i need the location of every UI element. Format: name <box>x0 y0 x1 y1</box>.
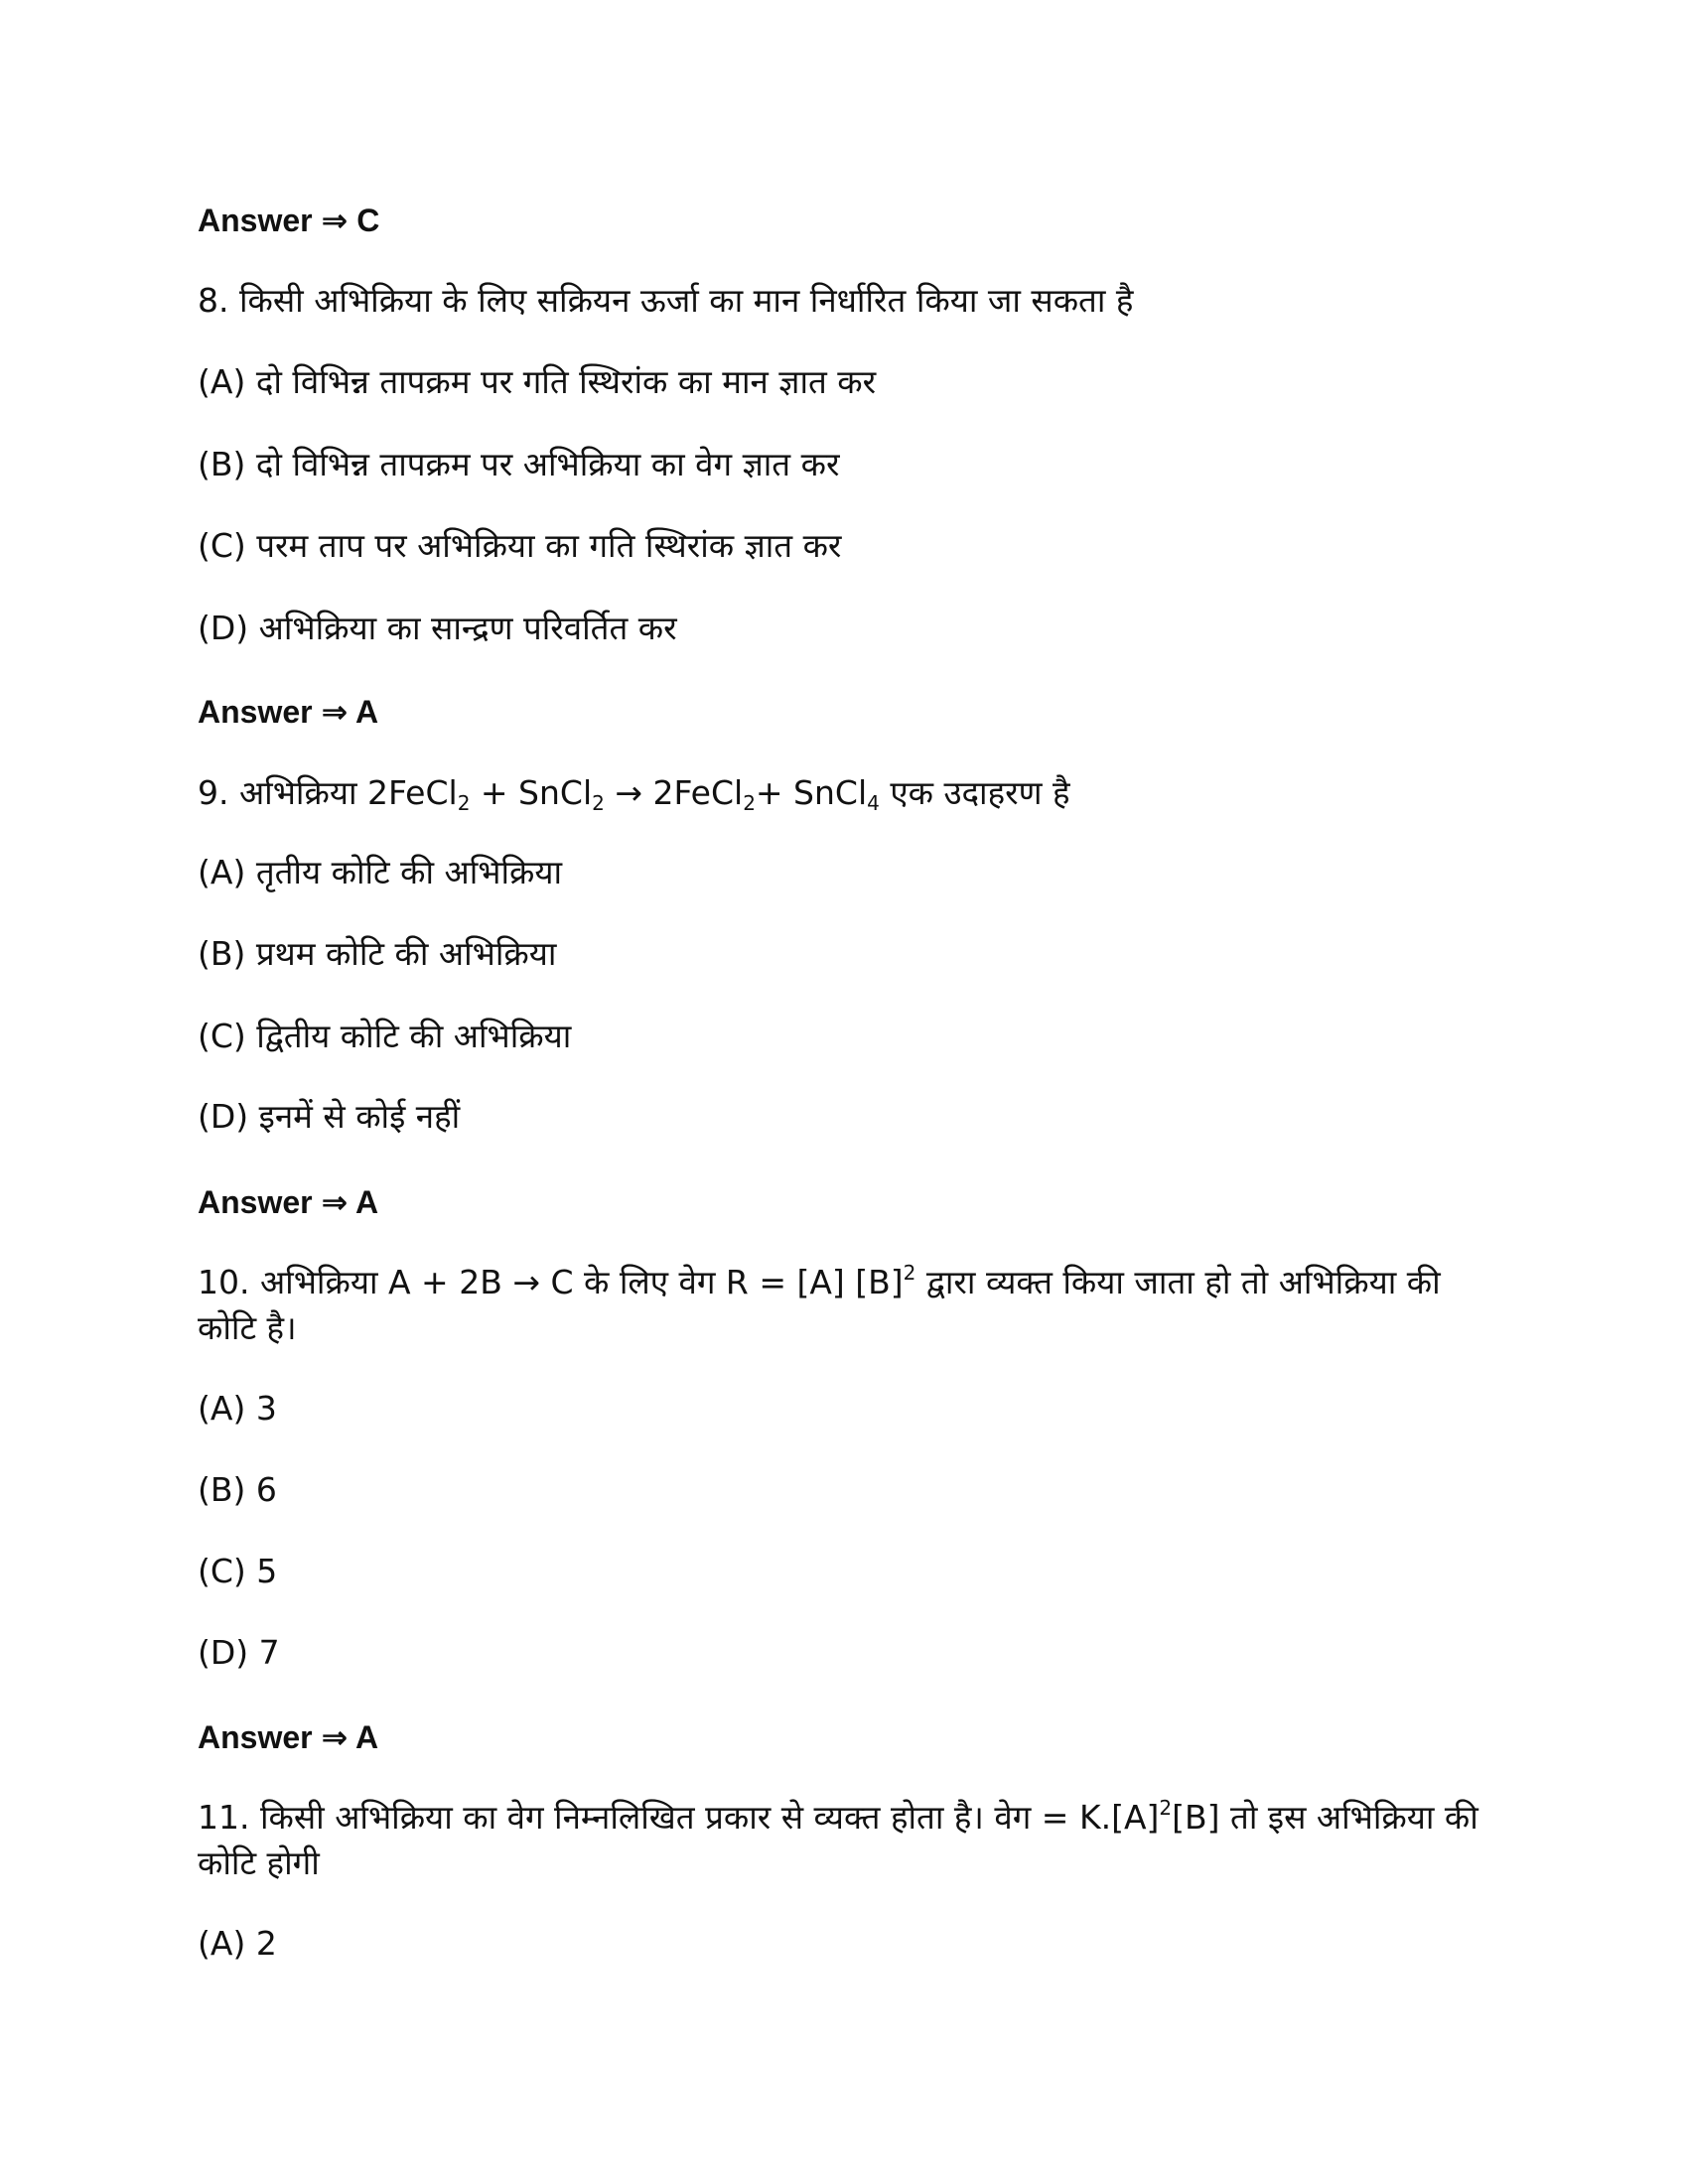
q11-line-1 <box>198 1795 1488 1841</box>
question-8-option-d: (D) अभिक्रिया का सान्द्रण परिवर्तित कर <box>198 609 677 647</box>
answer-value: A <box>355 1719 379 1755</box>
answer-q9 <box>198 1182 378 1222</box>
answer-label: Answer <box>198 203 313 238</box>
q10-line-2: कोटि है। <box>198 1308 297 1347</box>
question-10-option-a: (A) 3 <box>198 1389 277 1428</box>
implies-arrow-icon: ⇒ <box>321 203 349 238</box>
q9-text-part: एक उदाहरण है <box>879 773 1070 812</box>
answer-value: C <box>356 203 380 238</box>
superscript: 2 <box>903 1261 916 1285</box>
q10-text-part: 10. अभिक्रिया A + 2B → C के लिए वेग R = [A] [B] <box>198 1263 904 1301</box>
q10-text-part: द्वारा व्यक्त किया जाता हो तो अभिक्रिया की <box>915 1263 1441 1301</box>
answer-value: A <box>355 694 379 730</box>
q9-text-part: + SnCl <box>755 773 868 812</box>
question-8-option-c: (C) परम ताप पर अभिक्रिया का गति स्थिरांक ज्ञात कर <box>198 526 842 565</box>
question-9-option-a: (A) तृतीय कोटि की अभिक्रिया <box>198 853 563 891</box>
q11-line-2: कोटि होगी <box>198 1843 320 1882</box>
q11-text-part: 11. किसी अभिक्रिया का वेग निम्नलिखित प्रकार से व्यक्त होता है। वेग = K.[A] <box>198 1798 1160 1837</box>
subscript: 2 <box>457 791 471 815</box>
question-8-option-a: (A) दो विभिन्न तापक्रम पर गति स्थिरांक का मान ज्ञात कर <box>198 362 877 401</box>
superscript: 2 <box>1159 1796 1173 1820</box>
question-9-option-b: (B) प्रथम कोटि की अभिक्रिया <box>198 934 557 973</box>
implies-arrow-icon: ⇒ <box>321 694 349 730</box>
question-10-option-d: (D) 7 <box>198 1633 280 1672</box>
answer-label: Answer <box>198 1184 313 1220</box>
answer-label: Answer <box>198 1719 313 1755</box>
question-9-option-c: (C) द्वितीय कोटि की अभिक्रिया <box>198 1017 572 1055</box>
implies-arrow-icon: ⇒ <box>321 1719 349 1755</box>
subscript: 2 <box>592 791 605 815</box>
question-10-option-b: (B) 6 <box>198 1470 277 1509</box>
implies-arrow-icon: ⇒ <box>321 1184 349 1220</box>
q10-line-1 <box>198 1260 1488 1305</box>
answer-q10 <box>198 1717 378 1757</box>
question-10-text <box>198 1260 1488 1351</box>
subscript: 4 <box>867 791 880 815</box>
question-11-option-a: (A) 2 <box>198 1924 277 1963</box>
answer-value: A <box>355 1184 379 1220</box>
q9-text-part: 9. अभिक्रिया 2FeCl <box>198 773 458 812</box>
question-10-option-c: (C) 5 <box>198 1552 278 1590</box>
question-9-option-d: (D) इनमें से कोई नहीं <box>198 1097 461 1136</box>
q9-text-part: → 2FeCl <box>604 773 744 812</box>
q11-text-part: [B] तो इस अभिक्रिया की <box>1172 1798 1478 1837</box>
q9-text-part: + SnCl <box>470 773 593 812</box>
question-11-text <box>198 1795 1488 1886</box>
answer-q8 <box>198 692 378 732</box>
answer-label: Answer <box>198 694 313 730</box>
question-9-text <box>198 773 1070 813</box>
question-8-option-b: (B) दो विभिन्न तापक्रम पर अभिक्रिया का वेग ज्ञात कर <box>198 445 840 483</box>
question-8-text: 8. किसी अभिक्रिया के लिए सक्रियन ऊर्जा का मान निर्धारित किया जा सकता है <box>198 281 1134 320</box>
subscript: 2 <box>743 791 756 815</box>
answer-q7 <box>198 201 379 240</box>
